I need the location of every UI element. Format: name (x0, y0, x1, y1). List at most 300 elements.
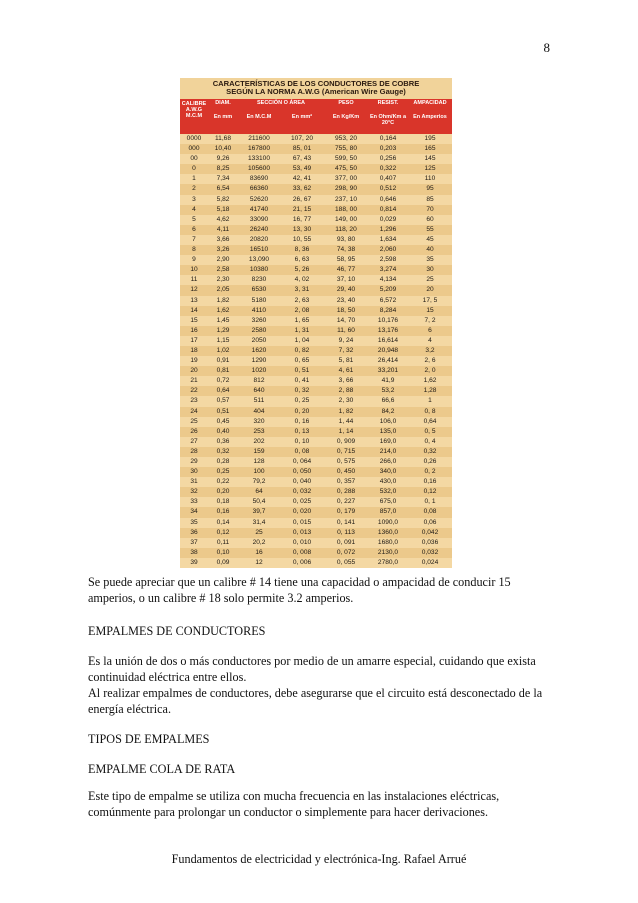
cell-mcm: 52620 (249, 195, 269, 203)
table-row (180, 447, 452, 457)
cell-ampacidad: 6 (428, 326, 432, 334)
cell-resist: 2780,0 (377, 558, 399, 566)
table-row (180, 275, 452, 285)
cell-mm2: 2, 63 (294, 296, 310, 304)
cell-mm2: 0, 13 (294, 427, 310, 435)
cell-mcm: 83690 (249, 175, 269, 183)
cell-mm2: 0, 20 (294, 407, 310, 415)
table-row (180, 255, 452, 265)
cell-calibre: 34 (190, 508, 198, 516)
cell-mm2: 0, 013 (292, 528, 312, 536)
cell-calibre: 31 (190, 478, 198, 486)
cell-mm2: 0, 006 (292, 558, 312, 566)
cell-diam: 3,26 (216, 246, 230, 254)
cell-mcm: 133100 (247, 155, 270, 163)
cell-mm2: 33, 62 (292, 185, 312, 193)
table-row (180, 154, 452, 164)
cell-ampacidad: 0,64 (423, 417, 437, 425)
cell-calibre: 17 (190, 336, 198, 344)
table-row (180, 225, 452, 235)
heading-empalme-cola-de-rata: EMPALME COLA DE RATA (88, 762, 236, 776)
cell-ampacidad: 0,06 (423, 518, 437, 526)
cell-peso: 1, 44 (338, 417, 354, 425)
cell-mm2: 0, 82 (294, 346, 310, 354)
cell-ampacidad: 85 (426, 195, 434, 203)
cell-diam: 0,11 (216, 538, 230, 546)
cell-ampacidad: 4 (428, 336, 432, 344)
cell-resist: 106,0 (379, 417, 397, 425)
cell-mcm: 159 (253, 447, 265, 455)
cell-resist: 214,0 (379, 447, 397, 455)
cell-mcm: 128 (253, 458, 265, 465)
cell-mcm: 20,2 (252, 538, 266, 546)
cell-diam: 0,32 (216, 447, 230, 455)
cell-calibre: 6 (192, 225, 196, 233)
cell-mm2: 1, 65 (294, 316, 310, 324)
cell-ampacidad: 40 (426, 246, 434, 254)
cell-mcm: 26240 (249, 225, 269, 233)
cell-ampacidad: 2, 6 (424, 357, 436, 365)
cell-mm2: 0, 25 (294, 397, 310, 405)
cell-peso: 14, 70 (336, 316, 356, 324)
cell-peso: 2, 88 (338, 387, 354, 395)
cell-mm2: 10, 55 (292, 235, 312, 243)
table-row (180, 174, 452, 184)
cell-mm2: 85, 01 (292, 145, 312, 153)
cell-calibre: 39 (190, 558, 198, 566)
cell-peso: 0, 072 (336, 548, 356, 556)
cell-mm2: 0, 41 (294, 377, 310, 385)
table-row (180, 285, 452, 295)
cell-mm2: 6, 63 (294, 256, 310, 264)
cell-peso: 0, 575 (336, 458, 356, 465)
cell-diam: 0,81 (216, 367, 230, 375)
cell-calibre: 000 (188, 145, 200, 153)
cell-ampacidad: 55 (426, 225, 434, 233)
cell-resist: 13,176 (377, 326, 399, 334)
cell-mcm: 66360 (249, 185, 269, 193)
table-row (180, 417, 452, 427)
table-row (180, 467, 452, 477)
cell-mcm: 1620 (251, 346, 267, 354)
header-ampacidad-unit: En Amperios (413, 114, 447, 120)
table-row (180, 346, 452, 356)
cell-peso: 7, 32 (338, 346, 354, 354)
cell-mcm: 253 (253, 427, 265, 435)
cell-mcm: 20820 (249, 235, 269, 243)
cell-resist: 266,0 (379, 458, 397, 465)
cell-mm2: 107, 20 (291, 135, 313, 142)
cell-diam: 0,91 (216, 357, 230, 365)
awg-table-title (180, 78, 452, 99)
cell-resist: 1090,0 (377, 518, 399, 526)
cell-mcm: 640 (253, 387, 265, 395)
table-row (180, 184, 452, 194)
cell-resist: 5,209 (379, 286, 397, 294)
cell-resist: 1360,0 (377, 528, 399, 536)
cell-calibre: 22 (190, 387, 198, 395)
cell-diam: 8,25 (216, 165, 230, 173)
cell-ampacidad: 35 (426, 256, 434, 264)
cell-resist: 0,164 (379, 135, 397, 142)
cell-ampacidad: 0,08 (423, 508, 437, 516)
cell-diam: 7,34 (216, 175, 230, 183)
cell-peso: 0, 909 (336, 437, 356, 445)
cell-mm2: 0, 025 (292, 498, 312, 506)
cell-calibre: 1 (192, 175, 196, 183)
cell-resist: 0,029 (379, 215, 397, 223)
cell-peso: 0, 357 (336, 478, 356, 486)
cell-calibre: 36 (190, 528, 198, 536)
cell-mcm: 211600 (248, 135, 270, 142)
cell-calibre: 33 (190, 498, 198, 506)
cell-ampacidad: 1,62 (423, 377, 437, 385)
paragraph-intro: Se puede apreciar que un calibre # 14 tiene una capacidad o ampacidad de conducir 15 amperios, o un calibre # 18 solo permite 3.2 amperios. (88, 575, 511, 606)
cell-mm2: 0, 015 (292, 518, 312, 526)
cell-diam: 0,18 (216, 498, 230, 506)
cell-peso: 0, 113 (337, 528, 355, 536)
cell-peso: 4, 61 (338, 367, 354, 375)
cell-mm2: 0, 020 (292, 508, 312, 516)
cell-peso: 377, 00 (335, 175, 357, 183)
cell-ampacidad: 70 (426, 205, 434, 213)
cell-mm2: 42, 41 (292, 175, 312, 183)
header-resist-unit: En Ohm/Km a 20°C (369, 114, 407, 126)
cell-peso: 599, 50 (335, 155, 357, 163)
cell-mm2: 8, 36 (294, 246, 310, 254)
header-seccion-mcm: En M.C.M (246, 114, 272, 120)
cell-mcm: 105600 (247, 165, 270, 173)
cell-resist: 0,256 (379, 155, 397, 163)
heading-tipos-empalmes: TIPOS DE EMPALMES (88, 732, 210, 746)
cell-resist: 2130,0 (377, 548, 399, 556)
cell-calibre: 18 (190, 346, 198, 354)
cell-resist: 1680,0 (377, 538, 399, 546)
cell-ampacidad: 110 (424, 175, 436, 183)
cell-diam: 0,20 (216, 488, 230, 496)
cell-mcm: 25 (255, 528, 263, 536)
table-row (180, 507, 452, 517)
cell-peso: 5, 81 (338, 357, 354, 365)
cell-ampacidad: 7, 2 (424, 316, 436, 324)
cell-diam: 2,05 (216, 286, 230, 294)
table-row (180, 316, 452, 326)
cell-mm2: 21, 15 (292, 205, 312, 213)
cell-mcm: 10380 (249, 266, 269, 274)
cell-diam: 1,82 (216, 296, 230, 304)
cell-ampacidad: 30 (426, 266, 434, 274)
cell-resist: 135,0 (379, 427, 397, 435)
cell-diam: 5,18 (216, 205, 230, 213)
cell-mcm: 41740 (249, 205, 269, 213)
cell-resist: 20,948 (377, 346, 399, 354)
cell-mcm: 2050 (251, 336, 267, 344)
cell-mm2: 3, 31 (294, 286, 310, 294)
cell-resist: 6,572 (379, 296, 397, 304)
cell-peso: 755, 80 (335, 145, 357, 153)
cell-diam: 0,64 (216, 387, 230, 395)
cell-mcm: 5180 (251, 296, 267, 304)
cell-calibre: 38 (190, 548, 198, 556)
cell-peso: 298, 90 (335, 185, 357, 193)
cell-ampacidad: 0,26 (423, 458, 437, 465)
cell-peso: 3, 66 (338, 377, 354, 385)
cell-diam: 0,22 (216, 478, 230, 486)
cell-diam: 10,40 (214, 145, 232, 153)
cell-resist: 169,0 (379, 437, 397, 445)
cell-diam: 0,51 (216, 407, 230, 415)
table-row (180, 427, 452, 437)
paragraph-seguridad: Al realizar empalmes de conductores, debe asegurarse que el circuito está desconectado de la energía eléctrica. (88, 686, 543, 717)
cell-peso: 2, 30 (338, 397, 354, 405)
table-row (180, 215, 452, 225)
cell-ampacidad: 60 (426, 215, 434, 223)
cell-diam: 11,68 (214, 135, 231, 142)
cell-ampacidad: 165 (424, 145, 436, 153)
cell-resist: 84,2 (381, 407, 395, 415)
cell-diam: 2,30 (216, 276, 230, 284)
table-row (180, 487, 452, 497)
cell-mm2: 0, 08 (294, 447, 310, 455)
table-row (180, 396, 452, 406)
cell-resist: 3,274 (379, 266, 397, 274)
cell-ampacidad: 95 (426, 185, 434, 193)
table-row (180, 457, 452, 467)
heading-empalmes-conductores: EMPALMES DE CONDUCTORES (88, 624, 266, 638)
cell-diam: 1,02 (216, 346, 230, 354)
awg-conductor-table-image (180, 78, 452, 566)
table-row (180, 356, 452, 366)
cell-resist: 0,814 (379, 205, 397, 213)
page-footer: Fundamentos de electricidad y electrónica-Ing. Rafael Arrué (171, 852, 467, 866)
cell-mm2: 0, 51 (294, 367, 310, 375)
cell-mm2: 0, 040 (292, 478, 312, 486)
table-row (180, 326, 452, 336)
cell-mcm: 1290 (251, 357, 267, 365)
cell-ampacidad: 1 (428, 397, 432, 405)
cell-diam: 1,62 (216, 306, 230, 314)
table-row (180, 366, 452, 376)
table-row (180, 548, 452, 558)
cell-ampacidad: 125 (424, 165, 436, 173)
cell-diam: 0,12 (216, 528, 230, 536)
cell-calibre: 4 (192, 205, 196, 213)
cell-mm2: 67, 43 (292, 155, 312, 163)
cell-mm2: 0, 064 (292, 458, 312, 465)
cell-mcm: 12 (255, 558, 263, 566)
cell-diam: 0,57 (216, 397, 230, 405)
cell-ampacidad: 0,032 (421, 548, 439, 556)
cell-diam: 0,16 (216, 508, 230, 516)
cell-resist: 0,646 (379, 195, 397, 203)
cell-ampacidad: 15 (426, 306, 434, 314)
cell-ampacidad: 20 (426, 286, 434, 294)
cell-mcm: 39,7 (252, 508, 266, 516)
cell-mm2: 0, 010 (292, 538, 312, 546)
cell-mm2: 0, 032 (292, 488, 312, 496)
cell-diam: 1,45 (216, 316, 230, 324)
table-row (180, 306, 452, 316)
cell-diam: 1,15 (216, 336, 230, 344)
cell-mm2: 0, 32 (294, 387, 310, 395)
cell-mm2: 0, 10 (294, 437, 310, 445)
cell-diam: 0,40 (216, 427, 230, 435)
cell-ampacidad: 25 (426, 276, 434, 284)
cell-mcm: 100 (253, 468, 265, 476)
cell-diam: 0,36 (216, 437, 230, 445)
cell-peso: 118, 20 (335, 225, 357, 233)
cell-resist: 10,176 (377, 316, 399, 324)
cell-calibre: 11 (190, 276, 198, 284)
cell-mm2: 0, 65 (294, 357, 310, 365)
cell-mm2: 0, 008 (292, 548, 312, 556)
cell-ampacidad: 0, 2 (424, 468, 436, 476)
cell-mm2: 13, 30 (292, 225, 312, 233)
cell-mcm: 31,4 (252, 518, 266, 526)
cell-mcm: 812 (253, 377, 265, 385)
cell-calibre: 2 (192, 185, 196, 193)
cell-ampacidad: 45 (426, 235, 434, 243)
cell-mcm: 404 (253, 407, 265, 415)
cell-peso: 18, 50 (336, 306, 356, 314)
table-row (180, 477, 452, 487)
cell-calibre: 25 (190, 417, 198, 425)
table-row (180, 205, 452, 215)
cell-peso: 0, 179 (336, 508, 356, 516)
awg-table-header (180, 99, 452, 134)
cell-diam: 0,72 (216, 377, 230, 385)
table-row (180, 538, 452, 548)
cell-peso: 0, 450 (336, 468, 356, 476)
cell-diam: 2,58 (216, 266, 230, 274)
cell-mcm: 16510 (249, 246, 269, 254)
cell-mcm: 50,4 (252, 498, 266, 506)
cell-ampacidad: 3,2 (425, 346, 435, 354)
cell-diam: 9,26 (216, 155, 230, 163)
cell-mcm: 4110 (251, 306, 267, 314)
cell-ampacidad: 0,036 (421, 538, 439, 546)
cell-resist: 675,0 (379, 498, 397, 506)
header-diam-unit: En mm (213, 114, 233, 120)
cell-resist: 0,512 (379, 185, 397, 193)
table-row (180, 407, 452, 417)
cell-diam: 3,66 (216, 235, 230, 243)
cell-peso: 953, 20 (335, 135, 357, 142)
table-row (180, 528, 452, 538)
cell-ampacidad: 0,024 (421, 558, 439, 566)
cell-mm2: 0, 050 (292, 468, 312, 476)
cell-calibre: 0 (192, 165, 196, 173)
cell-diam: 0,10 (216, 548, 230, 556)
cell-mcm: 167800 (247, 145, 270, 153)
cell-peso: 0, 091 (336, 538, 356, 546)
cell-ampacidad: 0,042 (421, 528, 439, 536)
cell-resist: 26,414 (377, 357, 399, 365)
cell-mcm: 64 (255, 488, 263, 496)
cell-calibre: 15 (190, 316, 198, 324)
cell-calibre: 20 (190, 367, 198, 375)
table-row (180, 497, 452, 507)
awg-title-line1: CARACTERÍSTICAS DE LOS CONDUCTORES DE COBRE (212, 79, 420, 88)
cell-diam: 6,54 (216, 185, 230, 193)
header-diam: DIAM. (215, 100, 231, 106)
cell-peso: 0, 715 (336, 447, 356, 455)
cell-calibre: 8 (192, 246, 196, 254)
cell-mcm: 511 (253, 397, 265, 405)
cell-mcm: 202 (253, 437, 265, 445)
cell-resist: 8,284 (379, 306, 397, 314)
cell-calibre: 27 (190, 437, 198, 445)
table-row (180, 235, 452, 245)
cell-resist: 4,134 (379, 276, 397, 284)
cell-calibre: 14 (190, 306, 198, 314)
table-row (180, 437, 452, 447)
paragraph-definicion: Es la unión de dos o más conductores por medio de un amarre especial, cuidando que exista continuidad eléctrica entre ellos. (88, 654, 536, 685)
cell-resist: 53,2 (381, 387, 395, 395)
header-ampacidad: AMPACIDAD (413, 100, 447, 106)
cell-resist: 0,407 (379, 175, 397, 183)
cell-calibre: 9 (192, 256, 196, 264)
cell-mm2: 53, 49 (292, 165, 312, 173)
cell-calibre: 13 (190, 296, 198, 304)
cell-mm2: 4, 02 (294, 276, 310, 284)
table-row (180, 195, 452, 205)
cell-mcm: 6530 (251, 286, 267, 294)
cell-calibre: 24 (190, 407, 198, 415)
cell-peso: 475, 50 (335, 165, 357, 173)
cell-peso: 0, 227 (336, 498, 356, 506)
cell-peso: 0, 141 (336, 518, 356, 526)
cell-peso: 29, 40 (336, 286, 356, 294)
header-peso: PESO (338, 100, 354, 106)
cell-ampacidad: 0, 5 (424, 427, 436, 435)
header-calibre: CALIBRE A.W.G M.C.M (181, 101, 207, 120)
cell-calibre: 21 (190, 377, 198, 385)
cell-mm2: 1, 04 (294, 336, 310, 344)
table-row (180, 386, 452, 396)
cell-resist: 16,614 (377, 336, 399, 344)
cell-mcm: 79,2 (252, 478, 266, 486)
cell-resist: 340,0 (379, 468, 397, 476)
cell-peso: 1, 14 (338, 427, 354, 435)
header-peso-unit: En Kg/Km (332, 114, 360, 120)
table-row (180, 376, 452, 386)
cell-diam: 0,09 (216, 558, 230, 566)
cell-peso: 93, 80 (336, 235, 356, 243)
header-resist: RESIST. (377, 100, 399, 106)
cell-diam: 0,14 (216, 518, 230, 526)
cell-ampacidad: 145 (424, 155, 436, 163)
cell-mcm: 2580 (251, 326, 267, 334)
cell-diam: 0,45 (216, 417, 230, 425)
cell-peso: 58, 95 (336, 256, 356, 264)
awg-table-body (180, 134, 452, 568)
cell-ampacidad: 195 (424, 135, 436, 142)
cell-calibre: 5 (192, 215, 196, 223)
cell-calibre: 12 (190, 286, 198, 294)
cell-mm2: 16, 77 (292, 215, 312, 223)
table-row (180, 336, 452, 346)
cell-ampacidad: 0,16 (423, 478, 437, 486)
cell-ampacidad: 1,28 (423, 387, 437, 395)
cell-peso: 0, 055 (336, 558, 356, 566)
awg-title-line2: SEGÚN LA NORMA A.W.G (American Wire Gauge) (226, 86, 406, 96)
cell-diam: 2,90 (216, 256, 230, 264)
cell-calibre: 28 (190, 447, 198, 455)
cell-mcm: 13,090 (248, 256, 270, 264)
cell-calibre: 35 (190, 518, 198, 526)
table-row (180, 296, 452, 306)
